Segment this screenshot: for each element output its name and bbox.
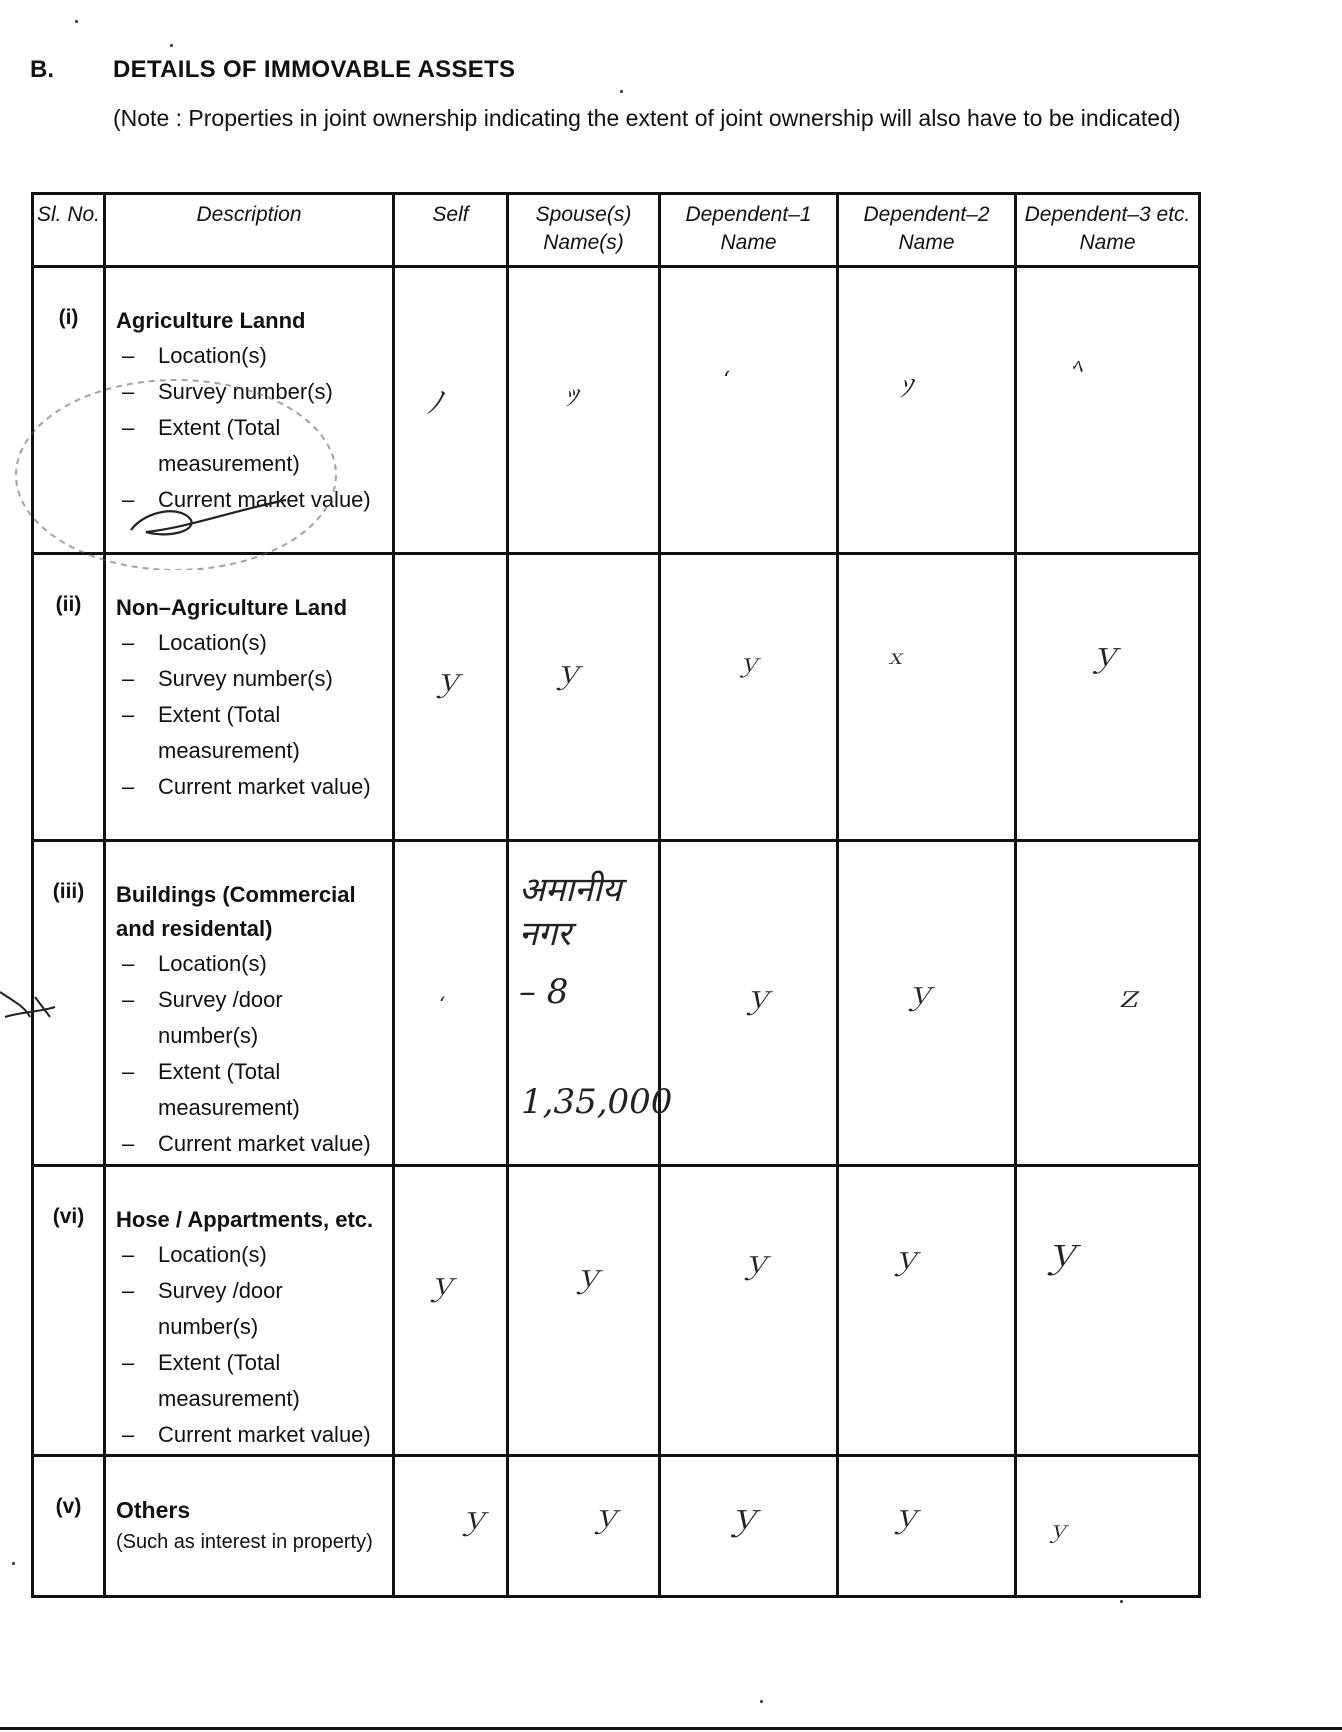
row-item: – Survey number(s) — [116, 374, 386, 410]
handwritten-mark: ｿ — [899, 374, 913, 404]
row-item: – Survey /door number(s) — [116, 982, 386, 1054]
scan-speck — [170, 44, 173, 47]
row-item: – Location(s) — [116, 946, 386, 982]
scan-speck — [75, 20, 78, 23]
section-letter: B. — [30, 56, 54, 83]
handwritten-mark: ｘ — [885, 645, 905, 669]
section-note: (Note : Properties in joint ownership indicating the extent of joint ownership will also have to be indicated) — [113, 105, 1181, 131]
row-item: – Extent (Total measurement) — [116, 410, 386, 482]
table-row — [33, 267, 1200, 554]
dependent-3-cell — [1016, 554, 1200, 841]
section-title: DETAILS OF IMMOVABLE ASSETS — [113, 56, 516, 83]
row-description — [105, 841, 394, 1166]
handwritten-mark: ﾉ — [427, 386, 442, 421]
table-row — [33, 841, 1200, 1166]
handwritten-mark: ｙ — [573, 1259, 603, 1294]
dependent-1-cell — [660, 554, 838, 841]
handwritten-mark: ｙ — [743, 980, 773, 1015]
spouse-cell — [508, 267, 660, 554]
header-dependent-3: Dependent–3 etc. Name — [1016, 194, 1200, 267]
row-description — [105, 1166, 394, 1456]
row-item: – Current market value) — [116, 1417, 386, 1453]
scan-speck — [620, 90, 623, 93]
dependent-3-cell — [1016, 1456, 1200, 1597]
row-title: Buildings (Commercial and residental) — [116, 882, 356, 941]
bottom-rule — [0, 1727, 1342, 1730]
row-sl-no: (ii) — [33, 554, 105, 841]
row-item-list — [116, 338, 386, 518]
row-item: – Location(s) — [116, 338, 386, 374]
dependent-2-cell — [838, 554, 1016, 841]
row-item: – Survey number(s) — [116, 661, 386, 697]
dependent-1-cell — [660, 267, 838, 554]
table-row — [33, 554, 1200, 841]
row-item: – Current market value) — [116, 1126, 386, 1162]
self-cell — [394, 267, 508, 554]
spouse-cell — [508, 1456, 660, 1597]
handwritten-mark: ｙ — [553, 655, 583, 690]
handwritten-line: – 8 — [519, 972, 569, 1012]
handwritten-mark: ｙ — [1043, 1230, 1082, 1274]
row-item-list — [116, 946, 386, 1162]
margin-scribble-icon — [0, 972, 60, 1032]
dependent-1-cell — [660, 1166, 838, 1456]
handwritten-line: अमानीय — [519, 870, 622, 910]
row-item: – Location(s) — [116, 625, 386, 661]
self-cell — [394, 841, 508, 1166]
row-sl-no: (vi) — [33, 1166, 105, 1456]
row-item: – Survey /door number(s) — [116, 1273, 386, 1345]
handwritten-mark: ｙ — [737, 649, 761, 677]
handwritten-mark: ｙ — [427, 1267, 457, 1302]
row-item: – Current market value) — [116, 482, 386, 518]
dependent-1-cell — [660, 841, 838, 1166]
handwritten-mark: ｙ — [891, 1499, 921, 1534]
immovable-assets-table — [31, 192, 1201, 1598]
handwritten-mark: ｙ — [727, 1497, 761, 1537]
row-item: – Extent (Total measurement) — [116, 1345, 386, 1417]
handwritten-mark: ｙ — [433, 663, 463, 698]
row-description — [105, 267, 394, 554]
handwritten-mark: ﾍ — [1071, 355, 1083, 380]
scan-speck — [12, 1562, 15, 1565]
handwritten-mark: ｙ — [459, 1501, 489, 1536]
table-row — [33, 1456, 1200, 1597]
handwritten-mark: ﾂ — [565, 384, 577, 412]
row-title: Agriculture Lannd — [116, 308, 306, 333]
row-sl-no: (iii) — [33, 841, 105, 1166]
row-title: Hose / Appartments, etc. — [116, 1207, 374, 1232]
handwritten-line: नगर — [519, 914, 571, 954]
handwritten-mark: ｙ — [741, 1245, 771, 1280]
handwritten-mark: ｙ — [591, 1499, 621, 1534]
row-subtitle: (Such as interest in property) — [116, 1531, 373, 1553]
header-spouse: Spouse(s) Name(s) — [508, 194, 660, 267]
row-description — [105, 554, 394, 841]
handwritten-mark: ｚ — [1113, 980, 1143, 1015]
header-dependent-1: Dependent–1 Name — [660, 194, 838, 267]
row-sl-no: (v) — [33, 1456, 105, 1597]
self-cell — [394, 554, 508, 841]
handwritten-mark: ‘ — [723, 368, 730, 393]
spouse-cell — [508, 1166, 660, 1456]
row-item: – Extent (Total measurement) — [116, 1054, 386, 1126]
header-dependent-2: Dependent–2 Name — [838, 194, 1016, 267]
handwritten-mark: ｙ — [905, 976, 935, 1011]
handwritten-mark: ｙ — [1047, 1518, 1070, 1543]
header-row — [33, 194, 1200, 267]
row-description — [105, 1456, 394, 1597]
row-title: Others — [116, 1497, 191, 1523]
dependent-3-cell — [1016, 1166, 1200, 1456]
dependent-3-cell — [1016, 841, 1200, 1166]
handwritten-mark: ‘ — [439, 992, 446, 1016]
header-self: Self — [394, 194, 508, 267]
dependent-2-cell — [838, 1456, 1016, 1597]
scan-speck — [760, 1700, 763, 1703]
spouse-cell — [508, 841, 673, 1166]
handwritten-mark: ｙ — [1089, 635, 1122, 673]
row-item: – Current market value) — [116, 769, 386, 805]
dependent-3-cell — [1016, 267, 1200, 554]
dependent-2-cell — [838, 841, 1016, 1166]
handwritten-value: 1,35,000 — [521, 1082, 673, 1122]
self-cell — [394, 1166, 508, 1456]
dependent-2-cell — [838, 267, 1016, 554]
row-item-list — [116, 625, 386, 805]
header-description: Description — [105, 194, 394, 267]
row-item: – Location(s) — [116, 1237, 386, 1273]
row-title: Non–Agriculture Land — [116, 595, 348, 620]
dependent-2-cell — [838, 1166, 1016, 1456]
table-row — [33, 1166, 1200, 1456]
row-sl-no: (i) — [33, 267, 105, 554]
row-item-list — [116, 1237, 386, 1453]
spouse-handwritten-entry — [519, 868, 622, 1014]
scan-speck — [1120, 1600, 1123, 1603]
self-cell — [394, 1456, 508, 1597]
dependent-1-cell — [660, 1456, 838, 1597]
row-item: – Extent (Total measurement) — [116, 697, 386, 769]
header-sl-no: Sl. No. — [33, 194, 105, 267]
handwritten-mark: ｙ — [891, 1241, 921, 1276]
spouse-cell — [508, 554, 660, 841]
